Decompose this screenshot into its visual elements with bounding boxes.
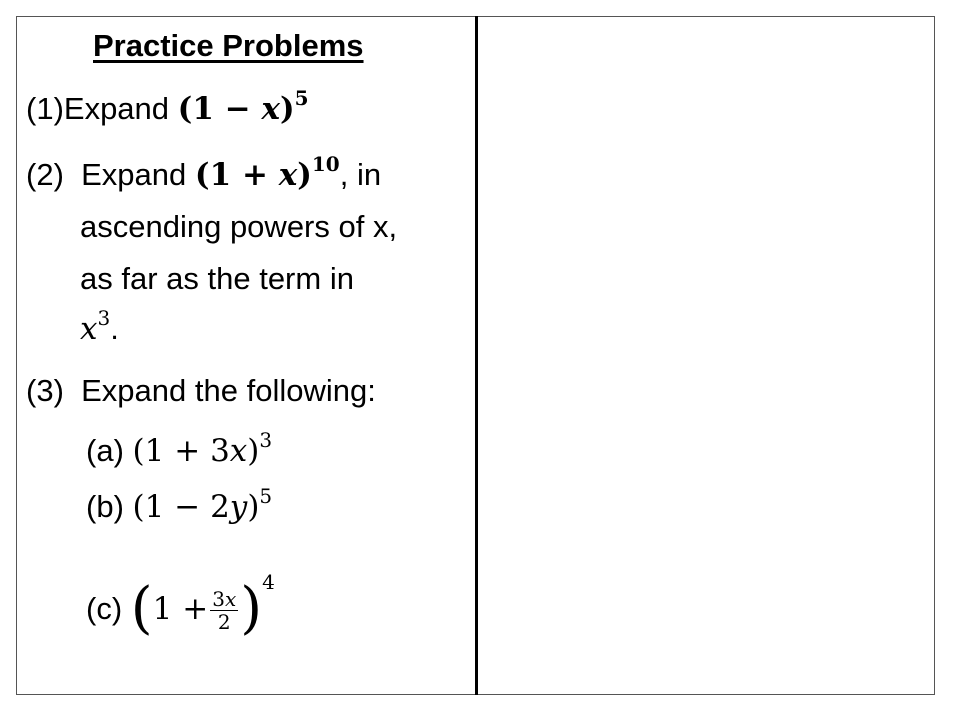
problem-number: (3) [26,373,64,408]
problem-text: Expand [63,91,170,126]
answer-panel [479,18,934,694]
problem-text-suffix: , in [339,157,382,192]
math-expression: $(1 + 3x)^3$ [132,428,273,469]
exponent: 5 [294,86,309,110]
problem-3 [26,372,376,410]
page-title: Practice Problems [93,28,364,63]
problem-2-line-3: as far as the term in [80,261,354,296]
column-divider [475,16,478,695]
problem-number: (2) [26,157,64,192]
part-label: (c) [86,591,123,626]
math-expression: $(1 - x)^5$ [177,86,309,127]
part-label: (b) [86,489,124,524]
problem-2-line-4: $x^3$. [80,306,119,347]
problem-3-part-b [86,484,273,526]
problem-number: (1) [26,91,64,126]
exponent: 3 [97,306,111,330]
math-expression: (1 + $\frac{3x}{2}$ )$^4$ [130,570,275,641]
math-expression: $(1 - 2y)^5$ [132,484,273,525]
problem-text: Expand [81,157,187,192]
part-label: (a) [86,433,124,468]
exponent: 4 [262,570,275,594]
problem-1 [26,86,309,128]
exponent: 10 [311,152,340,176]
problem-text: Expand the following: [81,373,376,408]
problems-panel [18,18,474,694]
problem-3-part-c [86,570,275,641]
exponent: 5 [259,484,273,508]
math-expression: $(1 + x)^{10}$ [194,152,340,193]
fraction: $\frac{3x}{2}$ [212,587,237,634]
exponent: 3 [259,428,273,452]
problem-3-part-a [86,428,273,470]
problem-2 [26,152,382,194]
problem-2-line-2: ascending powers of x, [80,209,398,244]
